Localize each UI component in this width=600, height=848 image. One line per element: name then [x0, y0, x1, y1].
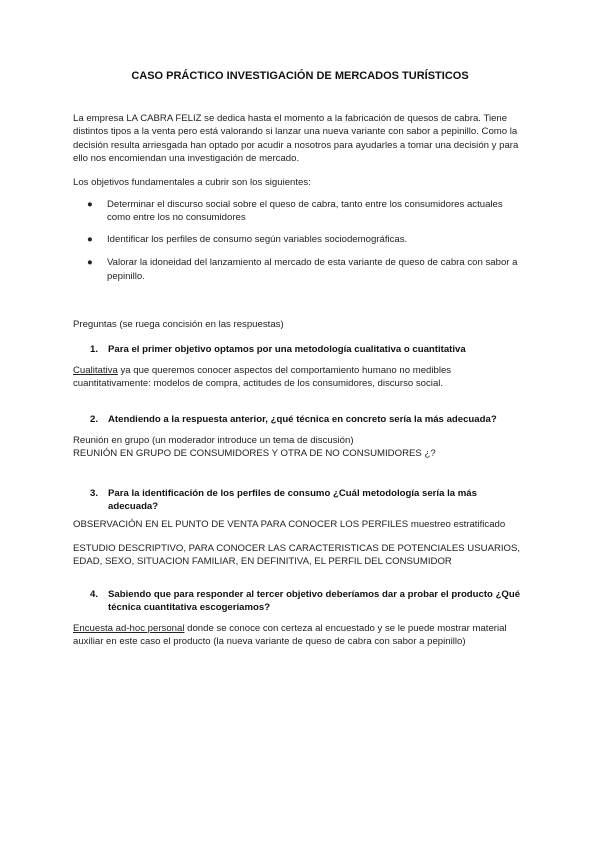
list-item-text: Identificar los perfiles de consumo según variables sociodemográficas. — [107, 233, 408, 245]
answer-rest: ya que queremos conocer aspectos del comportamiento humano no medibles cuantitativamente: modelos de compra, actitudes de los consumidores, discurso social. — [73, 365, 452, 390]
questions-intro-text: Preguntas (se ruega concisión en las respuestas) — [73, 319, 284, 330]
document-title: CASO PRÁCTICO INVESTIGACIÓN DE MERCADOS TURÍSTICOS — [131, 70, 469, 82]
answer-3-line-1 — [73, 518, 523, 531]
question-number: 4. — [90, 589, 99, 600]
question-number: 2. — [90, 414, 99, 425]
list-item — [87, 233, 527, 246]
answer-2 — [73, 434, 523, 461]
question-2 — [90, 413, 525, 426]
bullet-icon: ● — [87, 233, 93, 245]
question-1 — [90, 343, 525, 356]
bullet-icon: ● — [87, 199, 93, 210]
question-number: 3. — [90, 488, 99, 499]
question-3 — [90, 487, 525, 514]
question-4 — [90, 588, 525, 615]
answer-text — [73, 364, 523, 391]
answer-line: REUNIÓN EN GRUPO DE CONSUMIDORES Y OTRA DE NO CONSUMIDORES ¿? — [73, 448, 436, 460]
objectives-intro — [73, 176, 523, 189]
list-item-text: Valorar la idoneidad del lanzamiento al mercado de esta variante de queso de cabra con sabor a pepinillo. — [107, 257, 518, 282]
answer-1 — [73, 364, 523, 391]
question-number: 1. — [90, 344, 99, 355]
answer-rest: donde se conoce con certeza al encuestado y se le puede mostrar material auxiliar en este caso el producto (la nueva variante de queso de cabra con sabor a pepinillo) — [73, 623, 507, 648]
intro-paragraph — [73, 112, 523, 166]
question-text: Sabiendo que para responder al tercer objetivo deberíamos dar a probar el producto ¿Qué técnica cuantitativa escogeríamos? — [108, 589, 521, 614]
answer-3-line-2 — [73, 542, 523, 569]
question-text: Para el primer objetivo optamos por una metodología cualitativa o cuantitativa — [108, 344, 466, 355]
list-item — [87, 198, 527, 225]
answer-4 — [73, 622, 523, 649]
objectives-intro-text: Los objetivos fundamentales a cubrir son los siguientes: — [73, 177, 311, 188]
answer-line: Reunión en grupo (un moderador introduce un tema de discusión) — [73, 435, 354, 446]
bullet-icon: ● — [87, 257, 93, 269]
question-text: Atendiendo a la respuesta anterior, ¿qué técnica en concreto sería la más adecuada? — [108, 414, 497, 425]
answer-highlight: Cualitativa — [73, 365, 118, 376]
list-item-text: Determinar el discurso social sobre el queso de cabra, tanto entre los consumidores actuales como entre los no consumidores — [107, 199, 503, 224]
question-text: Para la identificación de los perfiles de consumo ¿Cuál metodología sería la más adecuada? — [108, 488, 477, 513]
questions-intro — [73, 318, 523, 331]
objectives-list — [87, 198, 527, 291]
list-item — [87, 256, 527, 283]
answer-text — [73, 622, 523, 649]
answer-line: ESTUDIO DESCRIPTIVO, PARA CONOCER LAS CARACTERISTICAS DE POTENCIALES USUARIOS, EDAD, SEXO, SITUACION FAMILIAR, EN DEFINITIVA, EL PERFIL DEL CONSUMIDOR — [73, 543, 521, 568]
answer-highlight: Encuesta ad-hoc personal — [73, 623, 185, 634]
intro-text: La empresa LA CABRA FELIZ se dedica hasta el momento a la fabricación de quesos de cabra. Tiene distintos tipos a la venta pero está valorando si lanzar una nueva variante con sabor a pepinillo. Como la decisión resulta arriesgada han optado por acudir a nosotros para ayudarles a tomar una decisión y para ello nos encomiendan una investigación de mercado. — [73, 113, 519, 165]
answer-line: OBSERVACIÓN EN EL PUNTO DE VENTA PARA CONOCER LOS PERFILES muestreo estratificado — [73, 519, 506, 530]
